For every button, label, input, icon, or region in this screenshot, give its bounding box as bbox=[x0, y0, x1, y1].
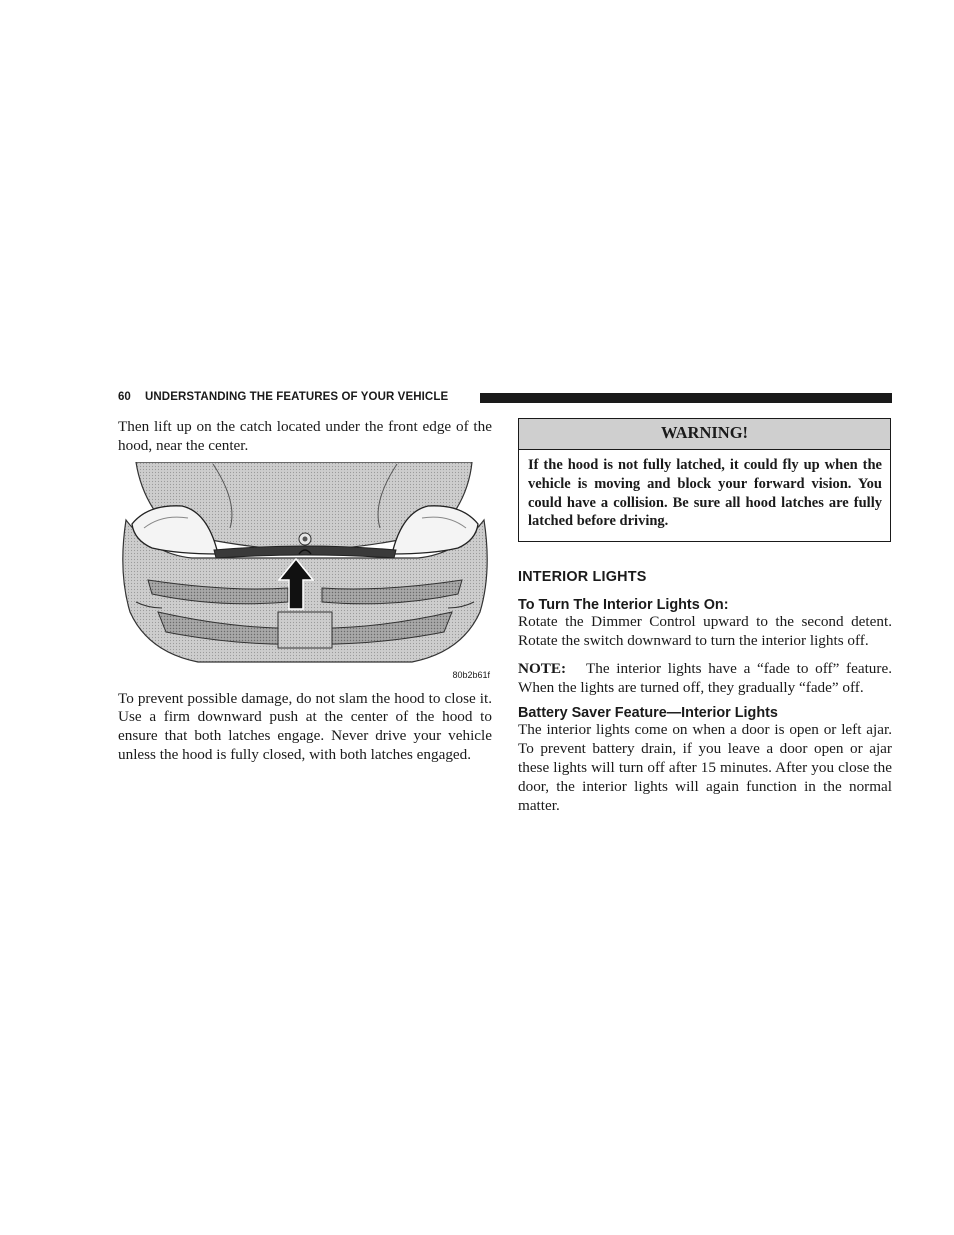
figure-code: 80b2b61f bbox=[452, 669, 490, 680]
subheading-battery-saver: Battery Saver Feature—Interior Lights bbox=[518, 705, 778, 722]
battery-saver-paragraph: The interior lights come on when a door is open or left ajar. To prevent battery drain, if you leave a door open or ajar these lights will turn off after 15 minutes. After you close the door, the interior lights will again function in the normal matter. bbox=[518, 721, 892, 814]
page-number: 60 bbox=[118, 391, 131, 403]
turn-lights-on-paragraph: Rotate the Dimmer Control upward to the second detent. Rotate the switch downward to turn the interior lights off. bbox=[518, 613, 892, 649]
right-column bbox=[518, 418, 892, 815]
hood-latch-figure bbox=[118, 462, 492, 680]
subheading-turn-lights-on: To Turn The Interior Lights On: bbox=[518, 597, 729, 614]
header-rule bbox=[480, 393, 892, 403]
section-heading-interior-lights: INTERIOR LIGHTS bbox=[518, 569, 647, 586]
arrow-up-icon bbox=[278, 558, 314, 610]
page-header bbox=[118, 389, 892, 407]
note-paragraph bbox=[518, 660, 892, 698]
warning-box bbox=[518, 418, 891, 542]
warning-text: If the hood is not fully latched, it could fly up when the vehicle is moving and block your forward vision. You could have a collision. Be sure all hood latches are fully latched before driving. bbox=[528, 457, 882, 530]
intro-paragraph: Then lift up on the catch located under the front edge of the hood, near the center. bbox=[118, 418, 492, 454]
note-text: The interior lights have a “fade to off” feature. When the lights are turned off, they gradually “fade” off. bbox=[518, 659, 892, 696]
warning-title: WARNING! bbox=[519, 419, 890, 450]
note-label: NOTE: bbox=[518, 659, 567, 677]
hood-closing-paragraph: To prevent possible damage, do not slam the hood to close it. Use a firm downward push at the center of the hood to ensure that both latches engage. Never drive your vehicle unless the hood is fully closed, with both latches engaged. bbox=[118, 689, 492, 763]
section-title: UNDERSTANDING THE FEATURES OF YOUR VEHICLE bbox=[145, 391, 449, 403]
left-column bbox=[118, 418, 492, 765]
